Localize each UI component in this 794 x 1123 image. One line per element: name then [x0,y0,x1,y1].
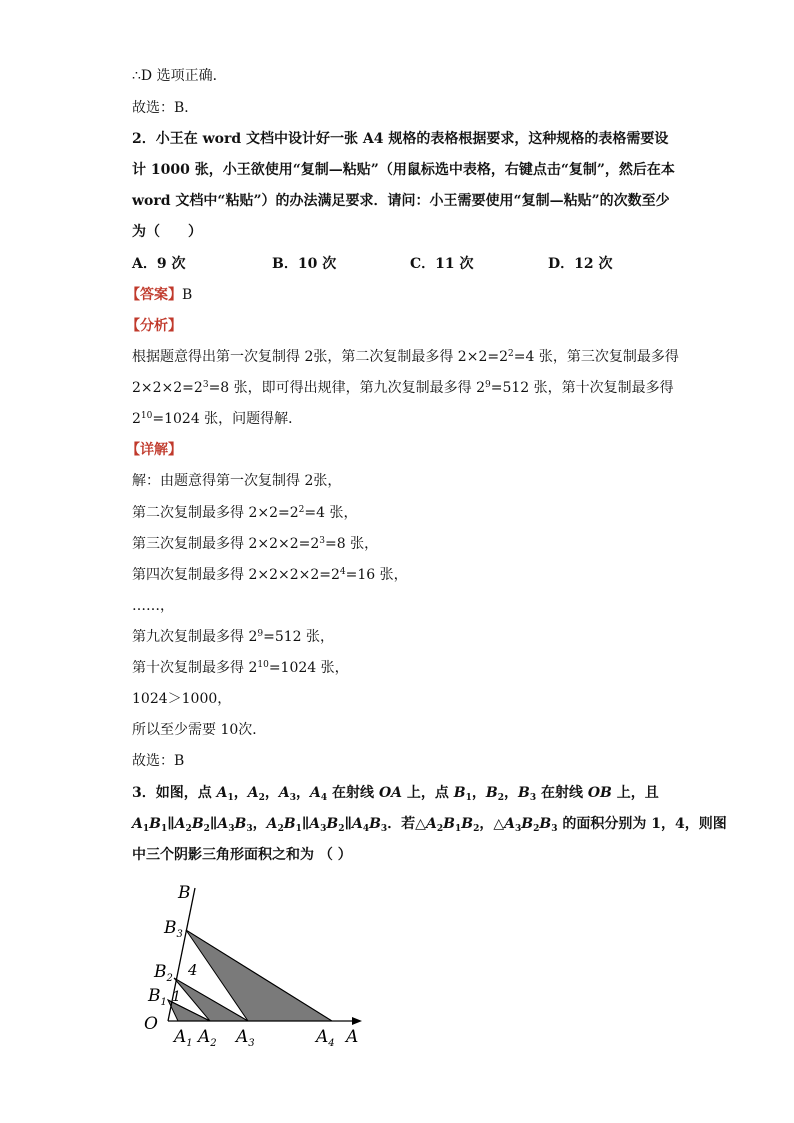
label-a3: $A_3$ [236,1027,255,1049]
detail-line: 第二次复制最多得 $2\times 2=2^2=4$ 张， [132,505,358,521]
answer-tag: 【答案】 [126,287,182,303]
label-area-4: 4 [188,961,198,979]
detail-line: 解：由题意得第一次复制得 2张， [132,473,342,489]
question-3-line: $A_1B_1\parallel A_2B_2\parallel A_3B_3$，$A_2B_1\parallel A_3B_2\parallel A_4B_3$．若$\triangle A_2B_1B_2$，$\triangle A_3B_2B_3$ 的面积分别为 1，4，则图 [132,816,727,834]
question-3-line: 3．如图，点 $A_1$，$A_2$，$A_3$，$A_4$ 在射线 OA 上，点 $B_1$，$B_2$，$B_3$ 在射线 OB 上，且 [132,785,659,803]
label-a2: $A_2$ [198,1027,217,1049]
detail-line: 所以至少需要 10次． [132,722,267,738]
question-2-line: 2．小王在 word 文档中设计好一张 A4 规格的表格根据要求，这种规格的表格需要设 [132,131,669,147]
question-2-line: 计 1000 张，小王欲使用“复制—粘贴”（用鼠标选中表格，右键点击“复制”，然后在本 [132,162,675,178]
option-b: B．10 次 [272,256,337,272]
label-b2: $B_2$ [154,962,173,984]
ray-oa-arrow [352,1017,362,1025]
question-2-line: 为（ ） [132,224,202,240]
label-b1: $B_1$ [148,986,167,1008]
question-2-line: word 文档中“粘贴”）的办法满足要求．请问：小王需要使用“复制—粘贴”的次数至少 [132,193,670,209]
detail-line: 故选：B [132,753,185,769]
text-line: 故选：B． [132,100,199,116]
detail-line: 1024＞1000， [132,691,232,707]
label-b3: $B_3$ [164,918,183,940]
detail-line: 第九次复制最多得 $2^9=512$ 张， [132,629,334,645]
text-line: ∴D 选项正确． [132,68,227,84]
answer-value: B [182,287,193,303]
geometry-figure [130,880,380,1050]
label-b: B [178,883,191,903]
option-a: A．9 次 [132,256,186,272]
detail-line: 第三次复制最多得 $2\times 2\times 2=2^3=8$ 张， [132,536,379,552]
detail-line: 第十次复制最多得 $2^{10}=1024$ 张， [132,660,349,676]
detail-line: ……， [132,598,174,614]
analysis-line: 根据题意得出第一次复制得 2张，第二次复制最多得 $2\times 2=2^2=4$ 张，第三次复制最多得 [132,349,679,365]
option-c: C．11 次 [410,256,474,272]
analysis-line: $2\times 2\times 2=2^3=8$ 张，即可得出规律，第九次复制最多得 $2^9=512$ 张，第十次复制最多得 [132,380,674,396]
detail-line: 第四次复制最多得 $2\times 2\times 2\times 2=2^4=16$ 张， [132,567,408,583]
question-3-line: 中三个阴影三角形面积之和为 （ ） [132,847,352,863]
label-area-1: 1 [172,989,181,1005]
answer-line [126,285,192,305]
detail-tag: 【详解】 [126,442,182,458]
label-a: A [346,1027,359,1047]
label-a4: $A_4$ [316,1027,335,1049]
analysis-tag: 【分析】 [126,318,182,334]
label-a1: $A_1$ [174,1027,193,1049]
label-o: O [144,1014,158,1034]
analysis-line: $2^{10}=1024$ 张，问题得解． [132,411,303,427]
option-d: D．12 次 [548,256,613,272]
